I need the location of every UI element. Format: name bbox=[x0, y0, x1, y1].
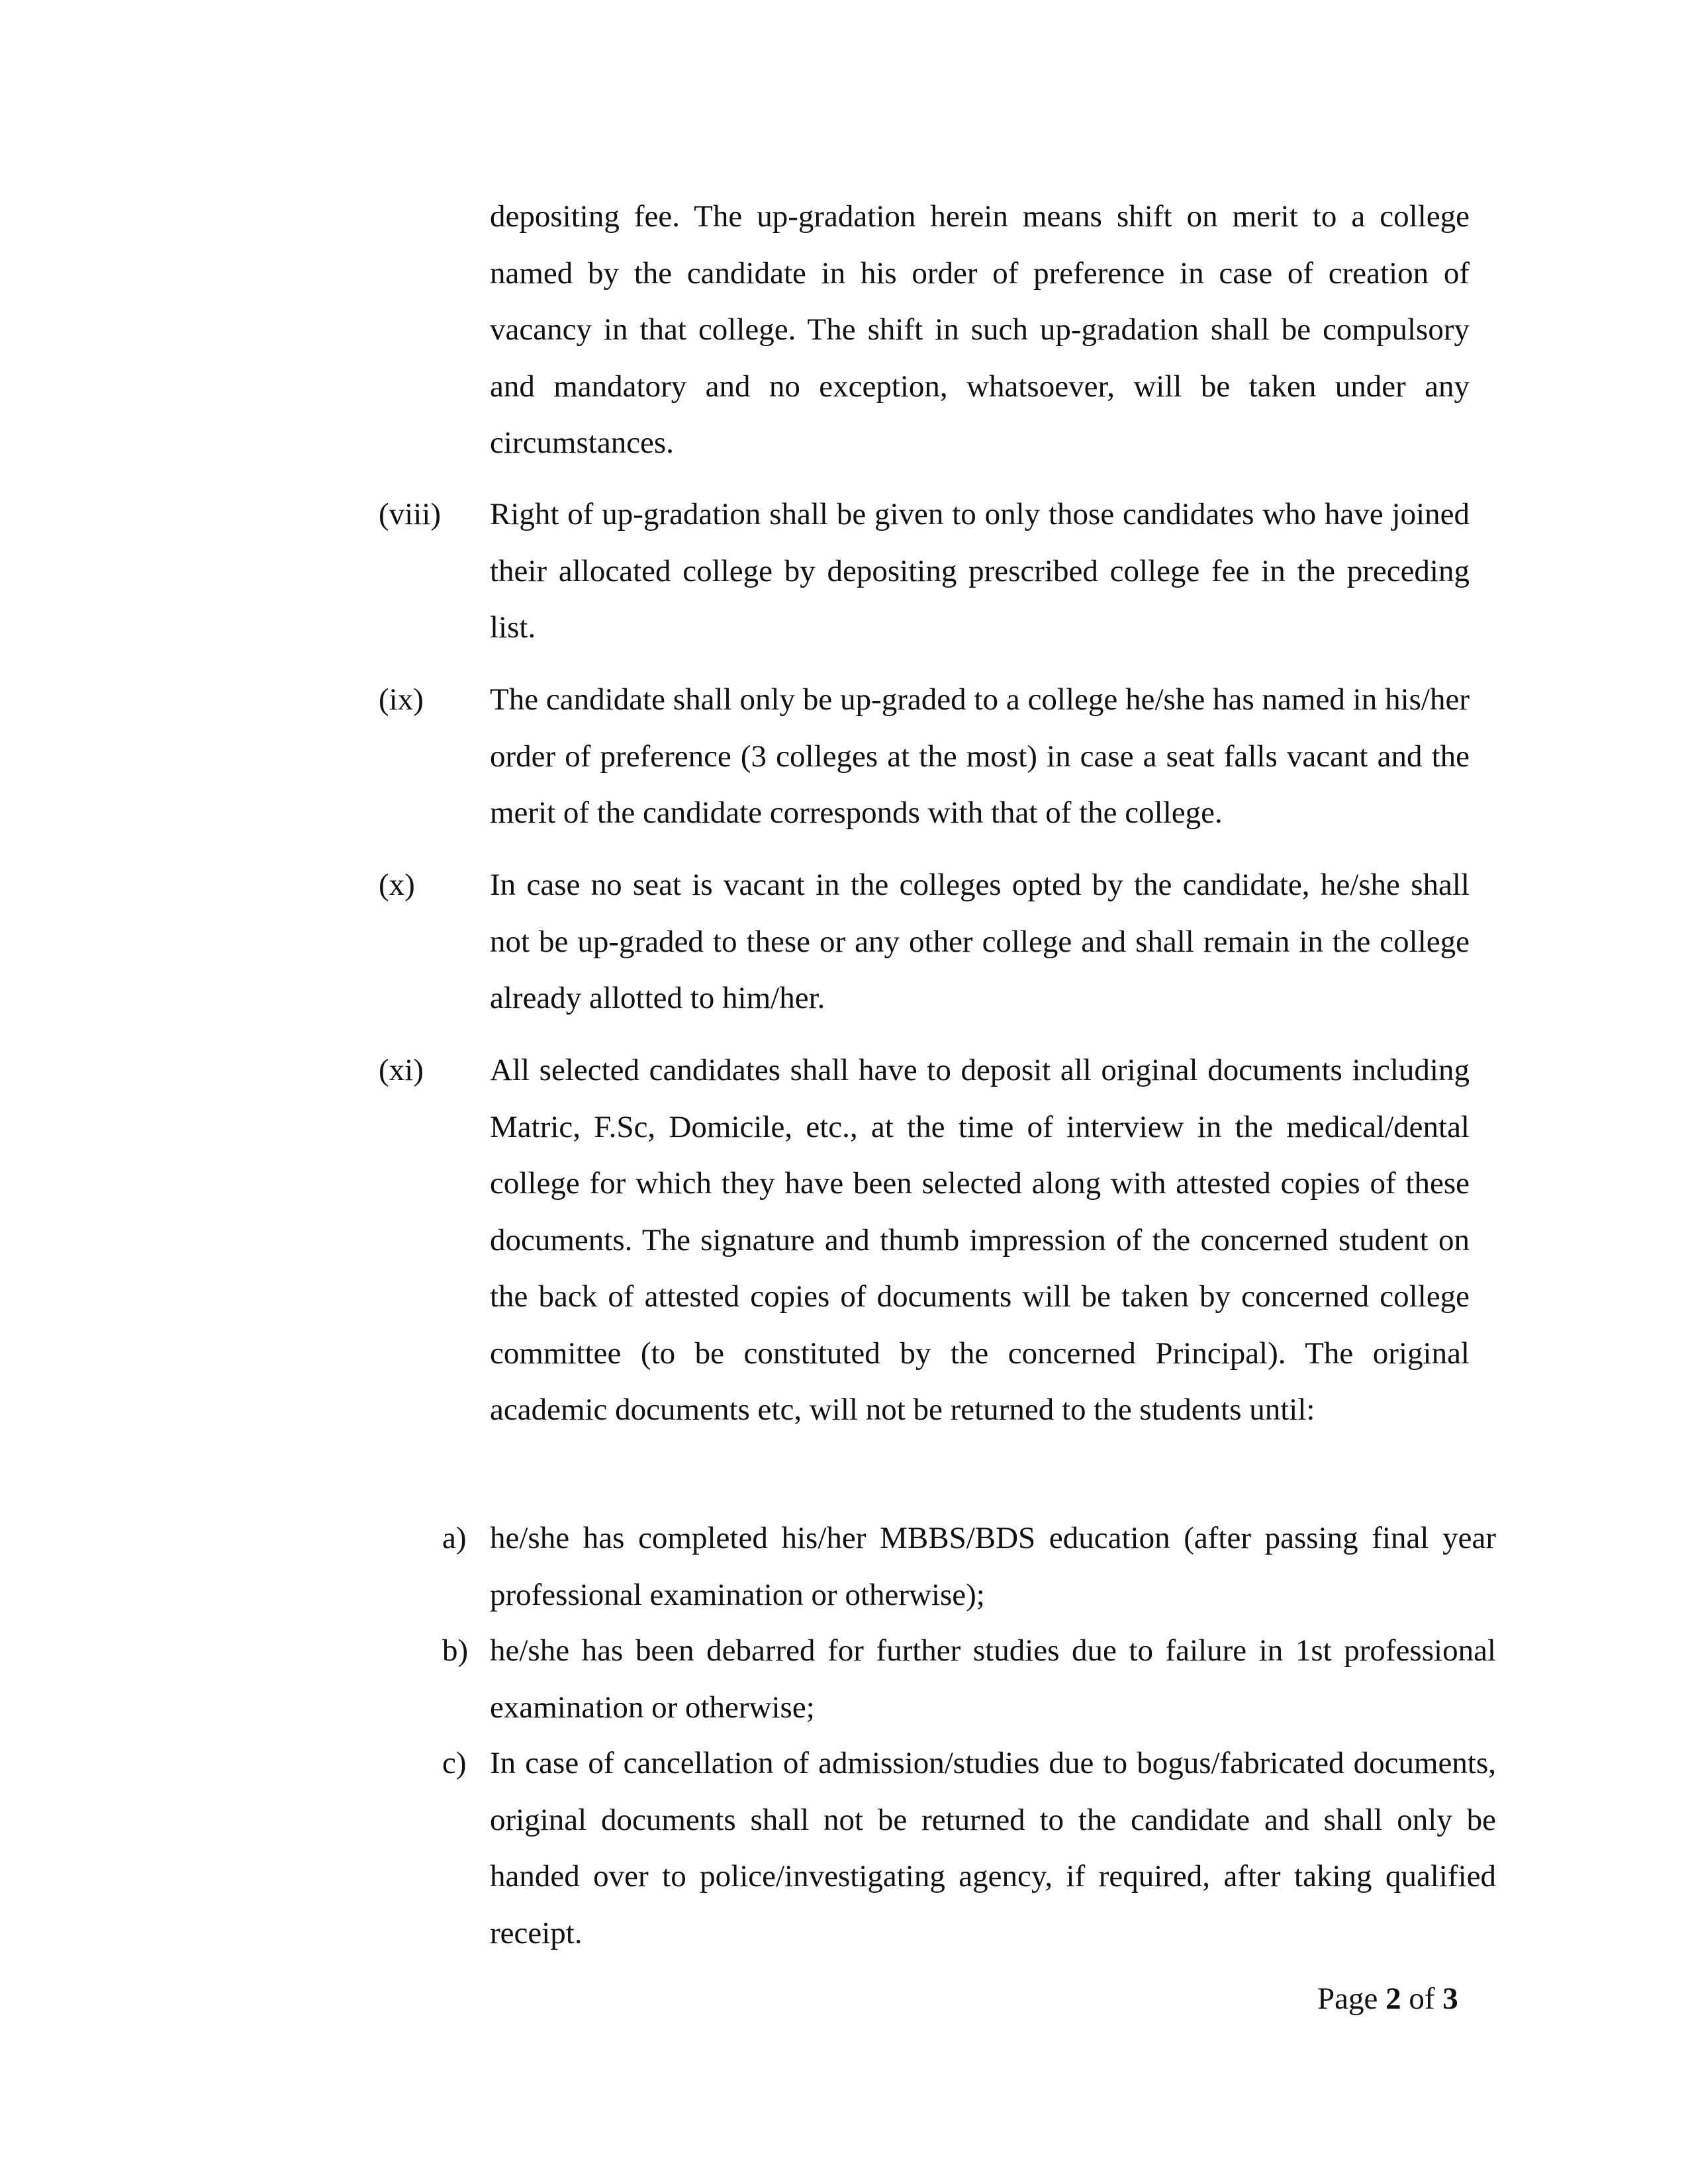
subitem-text-b: he/she has been debarred for further studies due to failure in 1st professional examination or otherwise; bbox=[490, 1633, 1496, 1725]
item-text-viii: Right of up-gradation shall be given to only those candidates who have joined their allocated college by depositing prescribed college fee in the preceding list. bbox=[490, 497, 1470, 645]
item-text-ix: The candidate shall only be up-graded to a college he/she has named in his/her order of preference (3 colleges at the most) in case a seat falls vacant and the merit of the candidate corresponds with that of the college. bbox=[490, 682, 1470, 830]
subitem-marker-b: b) bbox=[442, 1633, 469, 1668]
subitem-marker-c: c) bbox=[442, 1746, 467, 1780]
of-word: of bbox=[1409, 1981, 1435, 2016]
item-marker-viii: (viii) bbox=[379, 497, 441, 531]
item-marker-xi: (xi) bbox=[379, 1053, 424, 1087]
item-marker-ix: (ix) bbox=[379, 682, 424, 717]
item-marker-x: (x) bbox=[379, 868, 415, 902]
subitem-marker-a: a) bbox=[442, 1521, 467, 1555]
item-text-xi: All selected candidates shall have to deposit all original documents including Matric, F.Sc, Domicile, etc., at the time of interview in the medical/dental college for which they have been selected along with attested copies of these documents. The signature and thumb impression of the concerned student on the back of attested copies of documents will be taken by concerned college committee (to be constituted by the concerned Principal). The original academic documents etc, will not be returned to the students until: bbox=[490, 1053, 1470, 1427]
subitem-text-a: he/she has completed his/her MBBS/BDS education (after passing final year professional examination or otherwise); bbox=[490, 1521, 1496, 1612]
total-pages: 3 bbox=[1442, 1981, 1458, 2016]
item-text-x: In case no seat is vacant in the colleges opted by the candidate, he/she shall not be up-graded to these or any other college and shall remain in the college already allotted to him/her. bbox=[490, 868, 1470, 1015]
continuation-paragraph: depositing fee. The up-gradation herein means shift on merit to a college named by the candidate in his order of preference in case of creation of vacancy in that college. The shift in such up-gradation shall be compulsory and mandatory and no exception, whatsoever, will be taken under any circumstances. bbox=[490, 199, 1470, 460]
page-footer bbox=[1317, 1976, 1458, 2022]
page-word: Page bbox=[1317, 1981, 1378, 2016]
page-number: 2 bbox=[1385, 1981, 1401, 2016]
subitem-text-c: In case of cancellation of admission/studies due to bogus/fabricated documents, original documents shall not be returned to the candidate and shall only be handed over to police/investigating agency, if required, after taking qualified receipt. bbox=[490, 1746, 1496, 1950]
